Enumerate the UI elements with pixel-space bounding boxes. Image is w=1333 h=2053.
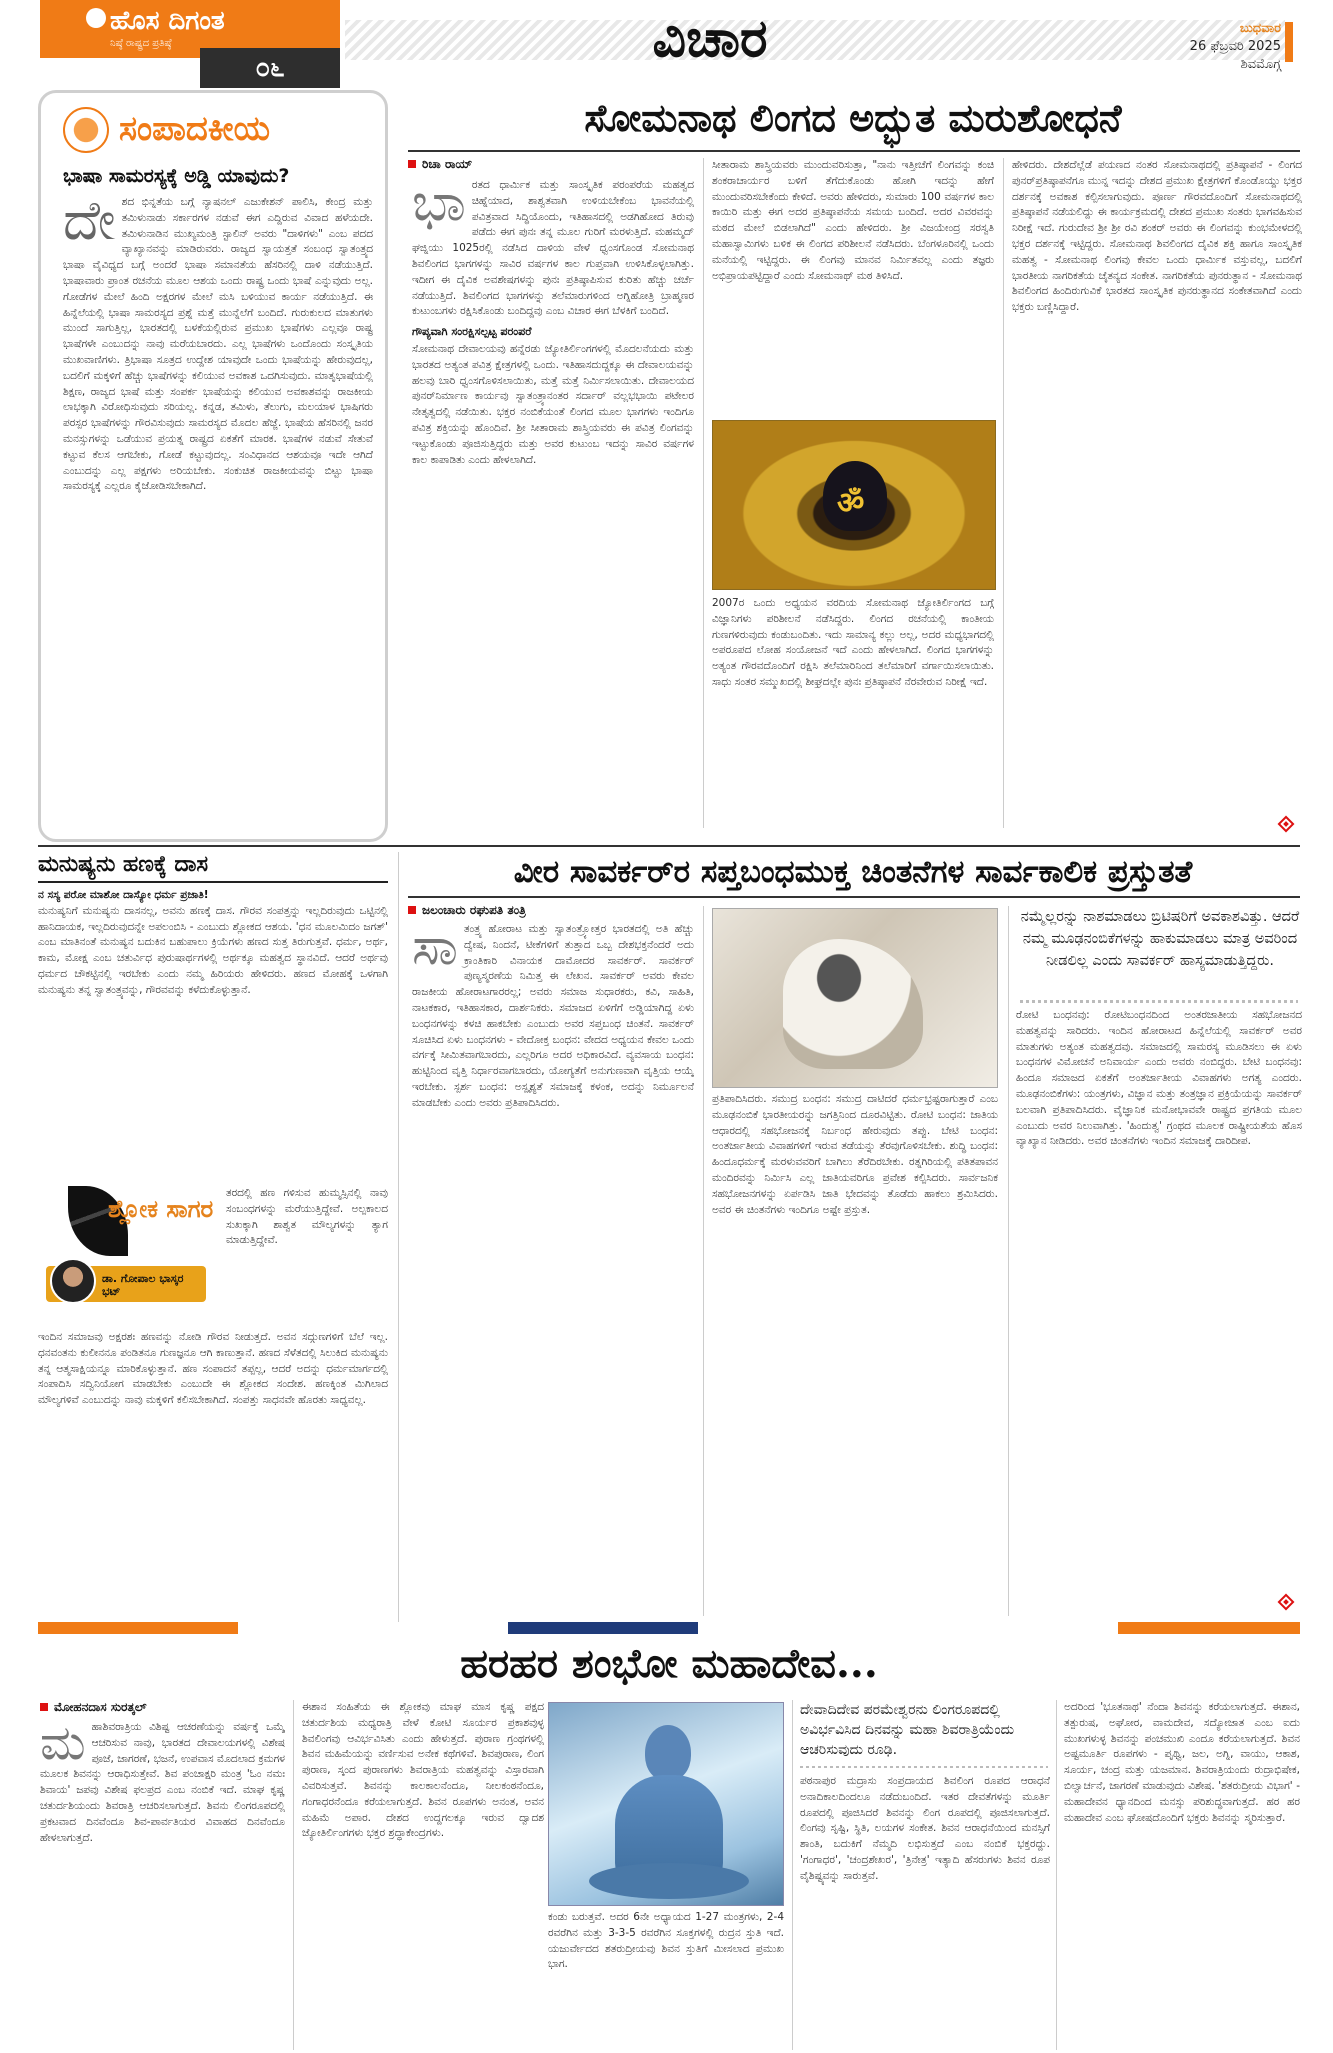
column-divider: [398, 852, 399, 1622]
left-article-text-2: ತರದಲ್ಲಿ ಹಣ ಗಳಿಸುವ ಹುಮ್ಮಸ್ಸಿನಲ್ಲಿ ನಾವು ಸಂಬಂಧಗಳನ್ನು ಮರೆಯುತ್ತಿದ್ದೇವೆ. ಅಲ್ಪಕಾಲದ ಸುಖಕ್ಕಾಗಿ ಶಾಶ್ವತ ಮೌಲ್ಯಗಳನ್ನು ತ್ಯಾಗ ಮಾಡುತ್ತಿದ್ದೇವೆ.: [226, 1186, 388, 1326]
somanatha-lingam-photo[interactable]: [712, 420, 996, 590]
color-segment: [38, 1622, 238, 1634]
somanatha-col1-text: ರತದ ಧಾರ್ಮಿಕ ಮತ್ತು ಸಾಂಸ್ಕೃತಿಕ ಪರಂಪರೆಯ ಮಹತ್ವದ ಚಿಹ್ನೆಯಾದ, ಶಾಶ್ವತವಾಗಿ ಉಳಿಯಬೇಕೆಂಬ ಭಾವನೆಯಲ್ಲಿ ಪವಿತ್ರವಾದ ಸಿದ್ಧಿಯೊಂದು, ಇತಿಹಾಸದಲ್ಲಿ ಅಡಗಿಹೋದ ತಿರುವು ಪಡೆದು ಈಗ ಪುನಃ ತನ್ನ ಮೂಲ ಗುರಿಗೆ ಮರಳುತ್ತಿದೆ. ಮಹಮ್ಮದ್ ಘಜ್ನಿಯು 1025ರಲ್ಲಿ ನಡೆಸಿದ ದಾಳಿಯ ವೇಳೆ ಧ್ವಂಸಗೊಂಡ ಸೋಮನಾಥ ಶಿವಲಿಂಗದ ಭಾಗಗಳನ್ನು ಸಾವಿರ ವರ್ಷಗಳ ಕಾಲ ಗುಪ್ತವಾಗಿ ಉಳಿಸಿಕೊಳ್ಳಲಾಗಿತ್ತು. ಇದೀಗ ಈ ದೈವಿಕ ಅವಶೇಷಗಳನ್ನು ಪುನಃ ಪ್ರತಿಷ್ಠಾಪಿಸುವ ಕುರಿತು ಹೆಚ್ಚು ಚರ್ಚೆ ನಡೆಯುತ್ತಿದೆ. ಶಿವಲಿಂಗದ ಭಾಗಗಳನ್ನು ತಲೆಮಾರುಗಳಿಂದ ಅಗ್ನಿಹೋತ್ರಿ ಬ್ರಾಹ್ಮಣರ ಕುಟುಂಬಗಳು ರಕ್ಷಿಸಿಕೊಂಡು ಬಂದಿದ್ದವು ಎಂಬ ವಿಚಾರ ಈಗ ಬೆಳಕಿಗೆ ಬಂದಿದೆ.: [412, 179, 694, 318]
savarkar-column-2: ಪ್ರತಿಪಾದಿಸಿದರು. ಸಮುದ್ರ ಬಂಧನ: ಸಮುದ್ರ ದಾಟಿದರೆ ಧರ್ಮಭ್ರಷ್ಟರಾಗುತ್ತಾರೆ ಎಂಬ ಮೂಢನಂಬಿಕೆ ಭಾರತೀಯರನ್ನು ಜಗತ್ತಿನಿಂದ ದೂರವಿಟ್ಟಿತು. ರೋಟಿ ಬಂಧನ: ಜಾತಿಯ ಆಧಾರದಲ್ಲಿ ಸಹಭೋಜನಕ್ಕೆ ನಿರ್ಬಂಧ ಹೇರುವುದು ತಪ್ಪು. ಬೇಟಿ ಬಂಧನ: ಅಂತರ್ಜಾತೀಯ ವಿವಾಹಗಳಿಗೆ ಇರುವ ತಡೆಯನ್ನು ತೆರವುಗೊಳಿಸಬೇಕು. ಶುದ್ಧಿ ಬಂಧನ: ಹಿಂದೂಧರ್ಮಕ್ಕೆ ಮರಳುವವರಿಗೆ ಬಾಗಿಲು ತೆರೆದಿರಬೇಕು. ರತ್ನಗಿರಿಯಲ್ಲಿ ಪತಿತಪಾವನ ಮಂದಿರವನ್ನು ನಿರ್ಮಿಸಿ ಎಲ್ಲ ಜಾತಿಯವರಿಗೂ ಪ್ರವೇಶ ಕಲ್ಪಿಸಿದರು. ಸಾರ್ವಜನಿಕ ಸಹಭೋಜನಗಳನ್ನು ಏರ್ಪಡಿಸಿ ಜಾತಿ ಭೇದವನ್ನು ತೊಡೆದು ಹಾಕಲು ಶ್ರಮಿಸಿದರು. ಅವರ ಈ ಚಿಂತನೆಗಳು ಇಂದಿಗೂ ಅಷ್ಟೇ ಪ್ರಸ್ತುತ.: [712, 1092, 998, 1622]
color-segment: [698, 1622, 1118, 1634]
editorial-label: ಸಂಪಾದಕೀಯ: [119, 109, 270, 149]
left-article-text-3: ಇಂದಿನ ಸಮಾಜವು ಅಕ್ಷರಶಃ ಹಣವನ್ನು ನೋಡಿ ಗೌರವ ನೀಡುತ್ತದೆ. ಅವನ ಸದ್ಗುಣಗಳಿಗೆ ಬೆಲೆ ಇಲ್ಲ. ಧನವಂತನು ಕುಲೀನನೂ ಪಂಡಿತನೂ ಗುಣಜ್ಞನೂ ಆಗಿ ಕಾಣುತ್ತಾನೆ. ಹಣದ ಸೆಳೆತದಲ್ಲಿ ಸಿಲುಕಿದ ಮನುಷ್ಯನು ತನ್ನ ಆತ್ಮಸಾಕ್ಷಿಯನ್ನೂ ಮಾರಿಕೊಳ್ಳುತ್ತಾನೆ. ಹಣ ಸಂಪಾದನೆ ತಪ್ಪಲ್ಲ, ಆದರೆ ಅದನ್ನು ಧರ್ಮಮಾರ್ಗದಲ್ಲಿ ಸಂಪಾದಿಸಿ ಸದ್ವಿನಿಯೋಗ ಮಾಡಬೇಕು ಎಂಬುದೇ ಈ ಶ್ಲೋಕದ ಸಂದೇಶ. ಹಣಕ್ಕಿಂತ ಮಿಗಿಲಾದ ಮೌಲ್ಯಗಳಿವೆ ಎಂಬುದನ್ನು ನಾವು ಮಕ್ಕಳಿಗೆ ಕಲಿಸಬೇಕಾಗಿದೆ. ಸಂಪತ್ತು ಸಾಧನವೇ ಹೊರತು ಸಾಧ್ಯವಲ್ಲ.: [38, 1330, 388, 1610]
column-divider: [1008, 906, 1009, 1616]
left-article-text-1: ಮನುಷ್ಯನಿಗೆ ಮನುಷ್ಯನು ದಾಸನಲ್ಲ, ಅವನು ಹಣಕ್ಕೆ ದಾಸ. ಗೌರವ ಸಂಪತ್ತನ್ನು ಇಲ್ಲದಿರುವುದು ಒಟ್ಟಿನಲ್ಲಿ ಹಾನಿದಾಯಕ, ಇಲ್ಲದಿರುವುದನ್ನೇ ಅಪಲಂಬಿಸಿ - ಎಂಬುದು ಶ್ಲೋಕದ ಆಶಯ. 'ಧನ ಮೂಲಮಿದಂ ಜಗತ್' ಎಂಬ ಮಾತಿನಂತೆ ಮನುಷ್ಯನ ಬದುಕಿನ ಬಹುಪಾಲು ಕ್ರಿಯೆಗಳು ಹಣದ ಸುತ್ತ ತಿರುಗುತ್ತವೆ. ಧರ್ಮ, ಅರ್ಥ, ಕಾಮ, ಮೋಕ್ಷ ಎಂಬ ಚತುರ್ವಿಧ ಪುರುಷಾರ್ಥಗಳಲ್ಲಿ ಅರ್ಥಕ್ಕೂ ಮಹತ್ವದ ಸ್ಥಾನವಿದೆ. ಆದರೆ ಅರ್ಥವು ಧರ್ಮದ ಚೌಕಟ್ಟಿನಲ್ಲಿ ಇರಬೇಕು ಎಂದು ನಮ್ಮ ಹಿರಿಯರು ಹೇಳಿದರು. ಹಣದ ಮೋಹಕ್ಕೆ ಒಳಗಾಗಿ ಮನುಷ್ಯನು ತನ್ನ ಸ್ವಾತಂತ್ರ್ಯವನ್ನು, ಗೌರವವನ್ನು ಕಳೆದುಕೊಳ್ಳುತ್ತಾನೆ.: [38, 904, 388, 996]
section-title: ವಿಚಾರ: [652, 8, 768, 69]
savarkar-byline: [408, 903, 526, 918]
section-rule: [38, 845, 1300, 847]
tricolor-divider: [38, 1622, 1300, 1634]
savarkar-dropcap: ಸಾ: [412, 922, 458, 977]
column-divider: [703, 158, 704, 828]
masthead: [0, 0, 1333, 88]
dateline-accent-bar: [1285, 22, 1293, 62]
savarkar-headline[interactable]: ವೀರ ಸಾವರ್ಕರ್‌ರ ಸಪ್ತಬಂಧಮುಕ್ತ ಚಿಂತನೆಗಳ ಸಾರ್ವಕಾಲಿಕ ಪ್ರಸ್ತುತತೆ: [513, 854, 1193, 890]
harahara-byline: [40, 1700, 147, 1715]
harahara-author: ಮೋಹನದಾಸ ಸುರತ್ಕಲ್: [54, 1700, 147, 1714]
harahara-column-2: ಈಶಾನ ಸಂಹಿತೆಯ ಈ ಶ್ಲೋಕವು ಮಾಘ ಮಾಸ ಕೃಷ್ಣ ಪಕ್ಷದ ಚತುರ್ದಶಿಯ ಮಧ್ಯರಾತ್ರಿ ವೇಳೆ ಕೋಟಿ ಸೂರ್ಯರ ಪ್ರಕಾಶವುಳ್ಳ ಶಿವಲಿಂಗವು ಆವಿರ್ಭವಿಸಿತು ಎಂದು ಹೇಳುತ್ತದೆ. ಪುರಾಣ ಗ್ರಂಥಗಳಲ್ಲಿ ಶಿವನ ಮಹಿಮೆಯನ್ನು ವರ್ಣಿಸುವ ಅನೇಕ ಕಥೆಗಳಿವೆ. ಶಿವಪುರಾಣ, ಲಿಂಗ ಪುರಾಣ, ಸ್ಕಂದ ಪುರಾಣಗಳು ಶಿವರಾತ್ರಿಯ ಮಹತ್ವವನ್ನು ವಿಸ್ತಾರವಾಗಿ ವಿವರಿಸುತ್ತವೆ. ಶಿವನನ್ನು ಕಾಲಕಾಲನೆಂದೂ, ನೀಲಕಂಠನೆಂದೂ, ಗಂಗಾಧರನೆಂದೂ ಕರೆಯಲಾಗುತ್ತದೆ. ಶಿವನ ರೂಪಗಳು ಅನಂತ, ಅವನ ಮಹಿಮೆ ಅಪಾರ. ದೇಶದ ಉದ್ದಗಲಕ್ಕೂ ಇರುವ ದ್ವಾದಶ ಜ್ಯೋತಿರ್ಲಿಂಗಗಳು ಭಕ್ತರ ಶ್ರದ್ಧಾಕೇಂದ್ರಗಳು.: [302, 1700, 544, 2050]
somanatha-column-1: [412, 178, 694, 830]
byline-marker-icon: [40, 1703, 48, 1711]
sloka-sagara-badge: [38, 1186, 218, 1304]
column-divider: [792, 1700, 793, 2050]
logo-name: ಹೊಸ ದಿಗಂತ: [110, 6, 225, 36]
column-divider: [293, 1700, 294, 2050]
editorial-dropcap: ದೇ: [63, 195, 116, 252]
byline-marker-icon: [408, 160, 416, 168]
harahara-dropcap: ಮ: [40, 1720, 86, 1771]
savarkar-pull-quote: ನಮ್ಮೆಲ್ಲರನ್ನು ನಾಶಮಾಡಲು ಬ್ರಿಟಿಷರಿಗೆ ಅವಕಾಶವಿತ್ತು. ಆದರೆ ನಮ್ಮ ಮೂಢನಂಬಿಕೆಗಳನ್ನು ಹಾಕುಮಾಡಲು ಮಾತ್ರ ಅವರಿಂದ ನೀಡಲಿಲ್ಲ ಎಂದು ಸಾವರ್ಕರ್ ಹಾಸ್ಯಮಾಡುತ್ತಿದ್ದರು.: [1020, 909, 1300, 969]
editorial-emblem-icon: [63, 107, 109, 153]
shiva-legs: [589, 1863, 749, 1899]
dateline-day: ಬುಧವಾರ: [1239, 21, 1281, 36]
editorial-title[interactable]: ಭಾಷಾ ಸಾಮರಸ್ಯಕ್ಕೆ ಅಡ್ಡಿ ಯಾವುದು?: [63, 165, 290, 187]
sloka-label: ಶ್ಲೋಕ ಸಾಗರ: [108, 1195, 214, 1223]
harahara-column-3: ಕಂಡು ಬರುತ್ತವೆ. ಅದರ 6ನೇ ಅಧ್ಯಾಯದ 1-27 ಮಂತ್ರಗಳು, 2-4 ರವರೆಗಿನ ಮತ್ತು 3-3-5 ರವರೆಗಿನ ಸೂಕ್ತಗಳಲ್ಲಿ ರುದ್ರನ ಸ್ತುತಿ ಇದೆ. ಯಜುರ್ವೇದದ ಶತರುದ್ರೀಯವು ಶಿವನ ಸ್ತುತಿಗೆ ಮೀಸಲಾದ ಪ್ರಮುಖ ಭಾಗ.: [548, 1910, 784, 2050]
harahara-col1-text: ಹಾಶಿವರಾತ್ರಿಯ ವಿಶಿಷ್ಟ ಆಚರಣೆಯನ್ನು ವರ್ಷಕ್ಕೆ ಒಮ್ಮೆ ಆಚರಿಸುವ ನಾವು, ಭಾರತದ ದೇವಾಲಯಗಳಲ್ಲಿ ವಿಶೇಷ ಪೂಜೆ, ಜಾಗರಣೆ, ಭಜನೆ, ಉಪವಾಸ ಮೊದಲಾದ ಕ್ರಮಗಳ ಮೂಲಕ ಶಿವನನ್ನು ಆರಾಧಿಸುತ್ತೇವೆ. ಶಿವ ಪಂಚಾಕ್ಷರಿ ಮಂತ್ರ 'ಓಂ ನಮಃ ಶಿವಾಯ' ಜಪವು ವಿಶೇಷ ಫಲಪ್ರದ ಎಂಬ ನಂಬಿಕೆ ಇದೆ. ಮಾಘ ಕೃಷ್ಣ ಚತುರ್ದಶಿಯಂದು ಶಿವರಾತ್ರಿ ಆಚರಿಸಲಾಗುತ್ತದೆ. ಶಿವನು ಲಿಂಗರೂಪದಲ್ಲಿ ಪ್ರಕಟವಾದ ದಿನವೆಂದೂ ಶಿವ-ಪಾರ್ವತಿಯರ ವಿವಾಹದ ದಿನವೆಂದೂ ಹೇಳಲಾಗುತ್ತದೆ.: [40, 1721, 285, 1844]
somanatha-column-2b: 2007ರ ಒಂದು ಅಧ್ಯಯನ ವರದಿಯ ಸೋಮನಾಥ ಜ್ಯೋತಿರ್ಲಿಂಗದ ಬಗ್ಗೆ ವಿಜ್ಞಾನಿಗಳು ಪರಿಶೀಲನೆ ನಡೆಸಿದ್ದರು. ಲಿಂಗದ ರಚನೆಯಲ್ಲಿ ಕಾಂತೀಯ ಗುಣಗಳಿರುವುದು ಕಂಡುಬಂದಿತು. ಇದು ಸಾಮಾನ್ಯ ಕಲ್ಲು ಅಲ್ಲ, ಅದರ ಮಧ್ಯಭಾಗದಲ್ಲಿ ಅಪರೂಪದ ಲೋಹ ಸಂಯೋಜನೆ ಇದೆ ಎಂದು ಹೇಳಲಾಗಿದೆ. ಲಿಂಗದ ಭಾಗಗಳನ್ನು ಅತ್ಯಂತ ಗೌರವದೊಂದಿಗೆ ರಕ್ಷಿಸಿ ತಲೆಮಾರಿನಿಂದ ತಲೆಮಾರಿಗೆ ವರ್ಗಾಯಿಸಲಾಯಿತು. ಸಾಧು ಸಂತರ ಸಮ್ಮುಖದಲ್ಲಿ ಶೀಘ್ರದಲ್ಲೇ ಪುನಃ ಪ್ರತಿಷ್ಠಾಪನೆ ನೆರವೇರುವ ನಿರೀಕ್ಷೆ ಇದೆ.: [712, 596, 994, 830]
shiva-meditation-photo[interactable]: [548, 1702, 784, 1906]
color-segment: [1118, 1622, 1300, 1634]
dateline: [1190, 20, 1281, 74]
savarkar-rule: [408, 896, 1300, 898]
somanatha-column-2: ಸೀತಾರಾಮ ಶಾಸ್ತ್ರಿಯವರು ಮುಂದುವರಿಸುತ್ತಾ, "ನಾನು ಇತ್ತೀಚೆಗೆ ಲಿಂಗವನ್ನು ಕಂಚಿ ಶಂಕರಾಚಾರ್ಯರ ಬಳಿಗೆ ತೆಗೆದುಕೊಂಡು ಹೋಗಿ ಇದನ್ನು ಹೇಗೆ ಮುಂದುವರಿಸಬೇಕೆಂದು ಕೇಳಿದೆ. ಅವರು ಹೇಳಿದರು, ಸುಮಾರು 100 ವರ್ಷಗಳ ಕಾಲ ಕಾಯಿರಿ ಮತ್ತು ಈಗ ಅದರ ಪ್ರತಿಷ್ಠಾಪನೆಯ ಸಮಯ ಬಂದಿದೆ. ಅದರ ವಿವರವನ್ನು ಮಠದ ಮೇಲೆ ಬಿಡಲಾಗಿದೆ" ಎಂದು ಹೇಳಿದರು. ಶ್ರೀ ವಿಜಯೇಂದ್ರ ಸರಸ್ವತಿ ಮಹಾಸ್ವಾಮಿಗಳು ಬಳಿಕ ಈ ಲಿಂಗದ ಪರಿಶೀಲನೆ ನಡೆಸಿದರು. ಬೆಂಗಳೂರಿನಲ್ಲಿ ಒಂದು ಮನೆಯಲ್ಲಿ ಇಟ್ಟಿದ್ದರು. ಈ ಲಿಂಗವು ಮಾನವ ನಿರ್ಮಿತವಲ್ಲ ಎಂದು ತಜ್ಞರು ಅಭಿಪ್ರಾಯಪಟ್ಟಿದ್ದಾರೆ ಎಂದು ಸೋಮನಾಥ್ ಮಠ ತಿಳಿಸಿದೆ.: [712, 158, 994, 420]
somanatha-subhead-1: ಗೌಪ್ಯವಾಗಿ ಸಂರಕ್ಷಿಸಲ್ಪಟ್ಟ ಪರಂಪರೆ: [412, 325, 532, 339]
savarkar-photo[interactable]: [712, 908, 998, 1088]
byline-marker-icon: [408, 906, 416, 914]
somanatha-rule: [408, 150, 1300, 152]
savarkar-column-1: [412, 922, 694, 1622]
logo-tagline: ನಿಷ್ಠೆ ರಾಷ್ಟ್ರದ ಪ್ರತಿಷ್ಠೆ: [110, 38, 172, 49]
savarkar-author: ಜಲಂಚಾರು ರಘುಪತಿ ತಂತ್ರಿ: [422, 903, 526, 917]
article-end-icon: [1278, 816, 1295, 833]
dateline-date: 26 ಫೆಬ್ರವರಿ 2025: [1189, 39, 1281, 54]
somanatha-column-3: ಹೇಳಿದರು. ದೇಶದೆಲ್ಲೆಡೆ ಪಯಣದ ನಂತರ ಸೋಮನಾಥದಲ್ಲಿ ಪ್ರತಿಷ್ಠಾಪನೆ - ಲಿಂಗದ ಪುನರ್‌ಪ್ರತಿಷ್ಠಾಪನೆಗೂ ಮುನ್ನ ಇದನ್ನು ದೇಶದ ಪ್ರಮುಖ ಕ್ಷೇತ್ರಗಳಿಗೆ ಕೊಂಡೊಯ್ದು ಭಕ್ತರ ದರ್ಶನಕ್ಕೆ ಅವಕಾಶ ಕಲ್ಪಿಸಲಾಗುವುದು. ಪೂರ್ಣ ಗೌರವದೊಂದಿಗೆ ಸೋಮನಾಥದಲ್ಲಿ ಪ್ರತಿಷ್ಠಾಪನೆ ನಡೆಯಲಿದ್ದು ಈ ಕಾರ್ಯಕ್ರಮದಲ್ಲಿ ದೇಶದ ಪ್ರಮುಖ ಸಂತರು ಭಾಗವಹಿಸುವ ನಿರೀಕ್ಷೆ ಇದೆ. ಗುರುದೇವ ಶ್ರೀ ಶ್ರೀ ರವಿ ಶಂಕರ್ ಅವರು ಈ ಲಿಂಗವನ್ನು ಕುಂಭಮೇಳದಲ್ಲಿ ಭಕ್ತರ ದರ್ಶನಕ್ಕೆ ಇಟ್ಟಿದ್ದರು. ಸೋಮನಾಥ ಶಿವಲಿಂಗದ ದೈವಿಕ ಶಕ್ತಿ ಹಾಗೂ ಸಾಂಸ್ಕೃತಿಕ ಮಹತ್ವ - ಸೋಮನಾಥ ಲಿಂಗವು ಕೇವಲ ಒಂದು ಧಾರ್ಮಿಕ ವಸ್ತುವಲ್ಲ, ಬದಲಿಗೆ ಭಾರತೀಯ ನಾಗರಿಕತೆಯ ಚೈತನ್ಯದ ಸಂಕೇತ. ನಾಗರಿಕತೆಯ ಪುನರುತ್ಥಾನ - ಸೋಮನಾಥ ಶಿವಲಿಂಗದ ಹಿಂದಿರುಗುವಿಕೆ ಭಾರತದ ಸಾಂಸ್ಕೃತಿಕ ಪುನರುತ್ಥಾನದ ಸಂಕೇತವಾಗಿದೆ ಎಂದು ಭಕ್ತರು ಬಣ್ಣಿಸಿದ್ದಾರೆ.: [1012, 158, 1302, 818]
om-symbol-icon: ॐ: [837, 486, 865, 521]
somanatha-headline[interactable]: ಸೋಮನಾಥ ಲಿಂಗದ ಅದ್ಭುತ ಮರುಶೋಧನೆ: [584, 95, 1122, 140]
column-divider: [1056, 1700, 1057, 2050]
color-segment: [508, 1622, 698, 1634]
left-article-body: [38, 888, 388, 1184]
harahara-headline[interactable]: ಹರಹರ ಶಂಭೋ ಮಹಾದೇವ...: [460, 1640, 878, 1687]
harahara-column-4: ಪಠನಾಪುರ ಮದ್ರಾಸು ಸಂಪ್ರದಾಯದ ಶಿವಲಿಂಗ ರೂಪದ ಆರಾಧನೆ ಅನಾದಿಕಾಲದಿಂದಲೂ ನಡೆದುಬಂದಿದೆ. ಇತರ ದೇವತೆಗಳನ್ನು ಮೂರ್ತಿ ರೂಪದಲ್ಲಿ ಪೂಜಿಸಿದರೆ ಶಿವನನ್ನು ಲಿಂಗ ರೂಪದಲ್ಲಿ ಪೂಜಿಸಲಾಗುತ್ತದೆ. ಲಿಂಗವು ಸೃಷ್ಟಿ, ಸ್ಥಿತಿ, ಲಯಗಳ ಸಂಕೇತ. ಶಿವನ ಆರಾಧನೆಯಿಂದ ಮನಸ್ಸಿಗೆ ಶಾಂತಿ, ಬದುಕಿಗೆ ನೆಮ್ಮದಿ ಲಭಿಸುತ್ತದೆ ಎಂಬ ನಂಬಿಕೆ ಭಕ್ತರದ್ದು. 'ಗಂಗಾಧರ', 'ಚಂದ್ರಶೇಖರ', 'ತ್ರಿನೇತ್ರ' ಇತ್ಯಾದಿ ಹೆಸರುಗಳು ಶಿವನ ರೂಪ ವೈಶಿಷ್ಟ್ಯವನ್ನು ಸಾರುತ್ತವೆ.: [800, 1774, 1050, 2050]
logo-emblem-icon: [86, 8, 106, 28]
editorial-body: [63, 195, 373, 835]
editorial-text: ಶದ ಭಿನ್ನತೆಯ ಬಗ್ಗೆ ನ್ಯಾಷನಲ್ ಎಜುಕೇಶನ್ ಪಾಲಿಸಿ, ಕೇಂದ್ರ ಮತ್ತು ತಮಿಳುನಾಡು ಸರ್ಕಾರಗಳ ನಡುವೆ ಈಗ ಎದ್ದಿರುವ ವಿವಾದ ಹಳೆಯದೇ. ತಮಿಳುನಾಡಿನ ಮುಖ್ಯಮಂತ್ರಿ ಸ್ಟಾಲಿನ್ ಅವರು "ದಾಳಿಗಳು" ಎಂಬ ಪದದ ವ್ಯಾಖ್ಯಾನವನ್ನು ಮಾಡಿರುವರು. ರಾಜ್ಯದ ಸ್ವಾಯತ್ತತೆ ಸಂಬಂಧ ಸ್ವಾತಂತ್ರ್ಯದ ಭಾಷಾ ವೈವಿಧ್ಯದ ಬಗ್ಗೆ ಅಂದರೆ ಭಾಷಾ ಸಮಾನತೆಯ ಹೆಸರಿನಲ್ಲಿ ದಾಳಿ ನಡೆಯುತ್ತಿದೆ. ಭಾಷಾವಾರು ಪ್ರಾಂತ ರಚನೆಯ ಮೂಲ ಆಶಯ ಒಂದು ರಾಷ್ಟ್ರ ಒಂದು ಭಾಷೆ ಎನ್ನುವುದು ಅಲ್ಲ. ಗೋಡೆಗಳ ಮೇಲೆ ಹಿಂದಿ ಅಕ್ಷರಗಳ ಮೇಲೆ ಮಸಿ ಬಳಿಯುವ ಕಾರ್ಯ ನಡೆಯುತ್ತಿದೆ. ಈ ಹಿನ್ನೆಲೆಯಲ್ಲಿ ಭಾಷಾ ಸಾಮರಸ್ಯದ ಪ್ರಶ್ನೆ ಮತ್ತೆ ಮುನ್ನೆಲೆಗೆ ಬಂದಿದೆ. ಗುರುಕುಲದ ಮಾತುಗಳು ಮುಂದೆ ಸಾಗುತ್ತಿಲ್ಲ, ಭಾರತದಲ್ಲಿ ಬಳಕೆಯಲ್ಲಿರುವ ಪ್ರಮುಖ ಭಾಷೆಗಳು ಎಲ್ಲವೂ ರಾಷ್ಟ್ರ ಭಾಷೆಗಳೇ ಎಂಬುದನ್ನು ನಾವು ಮರೆಯಬಾರದು. ಎಲ್ಲ ಭಾಷೆಗಳು ಒಂದೊಂದು ಸಂಸ್ಕೃತಿಯ ಮುಖವಾಣಿಗಳು. ತ್ರಿಭಾಷಾ ಸೂತ್ರದ ಉದ್ದೇಶ ಯಾವುದೇ ಒಂದು ಭಾಷೆಯನ್ನು ಹೇರುವುದಲ್ಲ, ಬದಲಿಗೆ ಮಕ್ಕಳಿಗೆ ಹೆಚ್ಚು ಭಾಷೆಗಳನ್ನು ಕಲಿಯುವ ಅವಕಾಶ ಒದಗಿಸುವುದು. ಮಾತೃಭಾಷೆಯಲ್ಲಿ ಶಿಕ್ಷಣ, ರಾಜ್ಯದ ಭಾಷೆ ಮತ್ತು ಸಂಪರ್ಕ ಭಾಷೆಯನ್ನು ಕಲಿಯುವ ಅವಕಾಶವನ್ನು ರಾಜಕೀಯ ಲಾಭಕ್ಕಾಗಿ ವಿರೋಧಿಸುವುದು ಸರಿಯಲ್ಲ. ಕನ್ನಡ, ತಮಿಳು, ತೆಲುಗು, ಮಲಯಾಳ ಭಾಷಿಗರು ಪರಸ್ಪರ ಭಾಷೆಗಳನ್ನು ಗೌರವಿಸುವುದು ಸಾಮರಸ್ಯದ ಮೊದಲ ಹೆಜ್ಜೆ. ಭಾಷೆಯ ಹೆಸರಿನಲ್ಲಿ ಜನರ ಮನಸ್ಸುಗಳನ್ನು ಒಡೆಯುವ ಪ್ರಯತ್ನ ರಾಷ್ಟ್ರದ ಏಕತೆಗೆ ಮಾರಕ. ಭಾಷೆಗಳ ನಡುವೆ ಸೇತುವೆ ಕಟ್ಟುವ ಕೆಲಸ ಆಗಬೇಕು, ಗೋಡೆ ಕಟ್ಟುವುದಲ್ಲ. ಸಂವಿಧಾನದ ಆಶಯವೂ ಇದೇ ಆಗಿದೆ ಎಂಬುದನ್ನು ಎಲ್ಲ ಪಕ್ಷಗಳು ಅರಿಯಬೇಕು. ಸಂಕುಚಿತ ರಾಜಕೀಯವನ್ನು ಬಿಟ್ಟು ಭಾಷಾ ಸಾಮರಸ್ಯಕ್ಕೆ ಎಲ್ಲರೂ ಕೈಜೋಡಿಸಬೇಕಾಗಿದೆ.: [63, 196, 373, 493]
left-article-headline[interactable]: ಮನುಷ್ಯನು ಹಣಕ್ಕೆ ದಾಸ: [38, 852, 388, 883]
pull-quote-rule: [800, 1766, 1048, 1768]
editorial-box: [38, 90, 388, 842]
harahara-column-5: ಅದರಿಂದ 'ಭೂತನಾಥ' ನೆಂದಾ ಶಿವನನ್ನು ಕರೆಯಲಾಗುತ್ತದೆ. ಈಶಾನ, ತತ್ಪುರುಷ, ಅಘೋರ, ವಾಮದೇವ, ಸದ್ಯೋಜಾತ ಎಂಬ ಐದು ಮುಖಗಳುಳ್ಳ ಶಿವನನ್ನು ಪಂಚಮುಖಿ ಎಂದೂ ಕರೆಯಲಾಗುತ್ತದೆ. ಶಿವನ ಅಷ್ಟಮೂರ್ತಿ ರೂಪಗಳು - ಪೃಥ್ವಿ, ಜಲ, ಅಗ್ನಿ, ವಾಯು, ಆಕಾಶ, ಸೂರ್ಯ, ಚಂದ್ರ ಮತ್ತು ಯಜಮಾನ. ಶಿವರಾತ್ರಿಯಂದು ರುದ್ರಾಭಿಷೇಕ, ಬಿಲ್ವಾರ್ಚನೆ, ಜಾಗರಣೆ ಮಾಡುವುದು ವಿಶೇಷ. 'ಶತರುದ್ರೀಯ ವಿಭಾಗ' - ಮಹಾದೇವನ ಧ್ಯಾನದಿಂದ ಮನಸ್ಸು ಪರಿಶುದ್ಧವಾಗುತ್ತದೆ. ಹರ ಹರ ಮಹಾದೇವ ಎಂಬ ಘೋಷದೊಂದಿಗೆ ಭಕ್ತರು ಶಿವನನ್ನು ಸ್ಮರಿಸುತ್ತಾರೆ.: [1064, 1700, 1300, 2050]
page-number: ೦೬: [200, 48, 340, 88]
somanatha-author: ರಿಚಾ ರಾಯ್: [422, 157, 473, 171]
left-article-verse: ನ ಸಸ್ಯ ಪರೋ ಮಾಶೋ ದಾಸ್ಯೋ ಧರ್ಮ ಪ್ರಜಾತಿ!: [38, 889, 209, 901]
color-segment: [238, 1622, 508, 1634]
somanatha-byline: [408, 157, 472, 172]
harahara-pull-quote: ದೇವಾದಿದೇವ ಪರಮೇಶ್ವರನು ಲಿಂಗರೂಪದಲ್ಲಿ ಅವಿರ್ಭವಿಸಿದ ದಿನವನ್ನು ಮಹಾ ಶಿವರಾತ್ರಿಯೆಂದು ಆಚರಿಸುವುದು ರೂಢಿ.: [800, 1702, 1015, 1758]
column-divider: [1003, 158, 1004, 828]
savarkar-column-3: ರೋಟಿ ಬಂಧನವು: ರೋಟಿಬಂಧನದಿಂದ ಅಂತರಜಾತೀಯ ಸಹಭೋಜನದ ಮಹತ್ವವನ್ನು ಸಾರಿದರು. ಇಂದಿನ ಹೋರಾಟದ ಹಿನ್ನೆಲೆಯಲ್ಲಿ ಸಾವರ್ಕರ್ ಅವರ ಮಾತುಗಳು ಅತ್ಯಂತ ಮಹತ್ವದವು. ಸಮಾಜದಲ್ಲಿ ಸಾಮರಸ್ಯ ಮೂಡಿಸಲು ಈ ಏಳು ಬಂಧನಗಳ ವಿಮೋಚನೆ ಅನಿವಾರ್ಯ ಎಂದು ಅವರು ನಂಬಿದ್ದರು. ಬೇಟಿ ಬಂಧನವು: ಹಿಂದೂ ಸಮಾಜದ ಏಕತೆಗೆ ಅಂತರ್ಜಾತೀಯ ವಿವಾಹಗಳು ಅಗತ್ಯ ಎಂದರು. ಮೂಢನಂಬಿಕೆಗಳು: ಯಂತ್ರಗಳು, ವಿಜ್ಞಾನ ಮತ್ತು ತಂತ್ರಜ್ಞಾನ ಪ್ರಕ್ರಿಯೆಯನ್ನು ಸಾವರ್ಕರ್ ಬಲವಾಗಿ ಪ್ರತಿಪಾದಿಸಿದರು. ವೈಜ್ಞಾನಿಕ ಮನೋಭಾವವೇ ರಾಷ್ಟ್ರದ ಪ್ರಗತಿಯ ಮೂಲ ಎಂಬುದು ಅವರ ನಿಲುವಾಗಿತ್ತು. 'ಹಿಂದುತ್ವ' ಗ್ರಂಥದ ಮೂಲಕ ರಾಷ್ಟ್ರೀಯತೆಯ ಹೊಸ ವ್ಯಾಖ್ಯಾನ ನೀಡಿದರು. ಅವರ ಚಿಂತನೆಗಳು ಇಂದಿನ ಸಮಾಜಕ್ಕೆ ದಾರಿದೀಪ.: [1016, 1008, 1302, 1608]
harahara-column-1: [40, 1720, 285, 2050]
shiva-head: [645, 1725, 691, 1781]
somanatha-dropcap: ಭಾ: [412, 178, 466, 233]
author-avatar: [50, 1258, 96, 1304]
pull-quote-rule: [1020, 1000, 1298, 1003]
savarkar-col1-text: ತಂತ್ರ್ಯ ಹೋರಾಟ ಮತ್ತು ಸ್ವಾತಂತ್ರ್ಯೋತ್ತರ ಭಾರತದಲ್ಲಿ ಅತಿ ಹೆಚ್ಚು ದ್ವೇಷ, ನಿಂದನೆ, ಟೀಕೆಗಳಿಗೆ ತುತ್ತಾದ ಒಬ್ಬ ದೇಶಭಕ್ತನೆಂದರೆ ಅದು ಕ್ರಾಂತಿಕಾರಿ ವಿನಾಯಕ ದಾಮೋದರ ಸಾವರ್ಕರ್. ಸಾವರ್ಕರ್ ಪುಣ್ಯಸ್ಮರಣೆಯ ನಿಮಿತ್ತ ಈ ಲೇಖನ. ಸಾವರ್ಕರ್ ಅವರು ಕೇವಲ ರಾಜಕೀಯ ಹೋರಾಟಗಾರರಲ್ಲ; ಅವರು ಸಮಾಜ ಸುಧಾರಕರು, ಕವಿ, ಸಾಹಿತಿ, ನಾಟಕಕಾರ, ಇತಿಹಾಸಕಾರ, ದಾರ್ಶನಿಕರು. ಸಮಾಜದ ಏಳಿಗೆಗೆ ಅಡ್ಡಿಯಾಗಿದ್ದ ಏಳು ಬಂಧನಗಳನ್ನು ಕಳಚಿ ಹಾಕಬೇಕು ಎಂಬುದು ಅವರ ಸಪ್ತಬಂಧ ಚಿಂತನೆ. ಸಾವರ್ಕರ್ ಸೂಚಿಸಿದ ಏಳು ಬಂಧನಗಳು - ವೇದೋಕ್ತ ಬಂಧನ: ವೇದದ ಅಧ್ಯಯನ ಕೇವಲ ಒಂದು ವರ್ಗಕ್ಕೆ ಸೀಮಿತವಾಗಬಾರದು, ಎಲ್ಲರಿಗೂ ಅದರ ಅಧಿಕಾರವಿದೆ. ವ್ಯವಸಾಯ ಬಂಧನ: ಹುಟ್ಟಿನಿಂದ ವೃತ್ತಿ ನಿರ್ಧಾರವಾಗಬಾರದು, ಯೋಗ್ಯತೆಗೆ ಅನುಗುಣವಾಗಿ ವೃತ್ತಿಯ ಆಯ್ಕೆ ಇರಬೇಕು. ಸ್ಪರ್ಶ ಬಂಧನ: ಅಸ್ಪೃಶ್ಯತೆ ಸಮಾಜಕ್ಕೆ ಕಳಂಕ, ಅದನ್ನು ನಿರ್ಮೂಲನೆ ಮಾಡಬೇಕು ಎಂದು ಅವರು ಪ್ರತಿಪಾದಿಸಿದರು.: [412, 923, 694, 1109]
savarkar-figure: [783, 939, 923, 1069]
editorial-header: [63, 107, 373, 153]
somanatha-col1b-text: ಸೋಮನಾಥ ದೇವಾಲಯವು ಹನ್ನೆರಡು ಜ್ಯೋತಿರ್ಲಿಂಗಗಳಲ್ಲಿ ಮೊದಲನೆಯದು ಮತ್ತು ಭಾರತದ ಅತ್ಯಂತ ಪವಿತ್ರ ಕ್ಷೇತ್ರಗಳಲ್ಲಿ ಒಂದು. ಇತಿಹಾಸದುದ್ದಕ್ಕೂ ಈ ದೇವಾಲಯವನ್ನು ಹಲವು ಬಾರಿ ಧ್ವಂಸಗೊಳಿಸಲಾಯಿತು, ಮತ್ತೆ ಮತ್ತೆ ನಿರ್ಮಿಸಲಾಯಿತು. ದೇವಾಲಯದ ಪುನರ್‌ನಿರ್ಮಾಣ ಕಾರ್ಯವು ಸ್ವಾತಂತ್ರ್ಯಾನಂತರ ಸರ್ದಾರ್ ವಲ್ಲಭಭಾಯಿ ಪಟೇಲರ ನೇತೃತ್ವದಲ್ಲಿ ನಡೆಯಿತು. ಭಕ್ತರ ನಂಬಿಕೆಯಂತೆ ಲಿಂಗದ ಮೂಲ ಭಾಗಗಳು ಇಂದಿಗೂ ಪವಿತ್ರ ಶಕ್ತಿಯನ್ನು ಹೊಂದಿವೆ. ಶ್ರೀ ಸೀತಾರಾಮ ಶಾಸ್ತ್ರಿಯವರು ಈ ಪವಿತ್ರ ಲಿಂಗವನ್ನು ಇಟ್ಟುಕೊಂಡು ಪೂಜಿಸುತ್ತಿದ್ದರು ಮತ್ತು ಅವರ ಕುಟುಂಬ ಇದನ್ನು ಸಾವಿರ ವರ್ಷಗಳ ಕಾಲ ಕಾಪಾಡಿತು ಎಂದು ಹೇಳಲಾಗಿದೆ.: [412, 342, 694, 466]
sloka-author: ಡಾ. ಗೋಪಾಲ ಭಾಸ್ಕರ ಭಟ್: [102, 1272, 184, 1298]
column-divider: [703, 906, 704, 1616]
dateline-city: ಶಿವಮೊಗ್ಗ: [1240, 57, 1281, 72]
